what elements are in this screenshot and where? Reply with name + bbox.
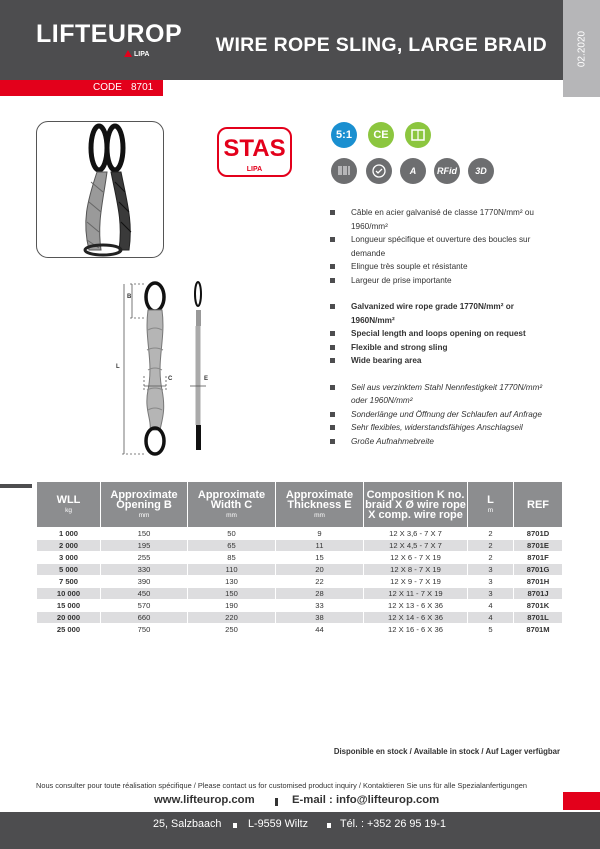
table-cell: 390	[101, 576, 187, 587]
code-label: CODE	[93, 82, 122, 93]
table-cell: 660	[101, 612, 187, 623]
table-cell: 11	[276, 540, 363, 551]
table-cell: 250	[188, 624, 275, 635]
table-cell: 3	[468, 588, 513, 599]
header-composition: Composition K no. braid X Ø wire rope X comp. wire rope	[364, 482, 467, 527]
table-cell: 150	[101, 528, 187, 539]
red-corner-accent	[563, 792, 600, 810]
separator	[233, 823, 237, 828]
made-to-measure-icon	[366, 158, 392, 184]
specifications-table	[36, 481, 563, 636]
table-cell: 2	[468, 528, 513, 539]
brand-logo	[36, 20, 182, 49]
table-cell: 220	[188, 612, 275, 623]
manual-icon	[405, 122, 431, 148]
logo-subtitle	[124, 50, 149, 58]
label-b: B	[127, 294, 132, 300]
table-cell: 5 000	[37, 564, 100, 575]
header-length: L m	[468, 482, 513, 527]
table-cell: 28	[276, 588, 363, 599]
table-cell: 12 X 9 - 7 X 19	[364, 576, 467, 587]
logo-text: LIFTEUROP	[36, 20, 183, 48]
features-fr	[327, 206, 557, 287]
table-cell: 20	[276, 564, 363, 575]
separator	[327, 823, 331, 828]
table-cell: 255	[101, 552, 187, 563]
3d-icon: 3D	[468, 158, 494, 184]
table-cell: 12 X 16 - 6 X 36	[364, 624, 467, 635]
wire-sling-photo-image	[37, 122, 164, 258]
table-cell: 12 X 3,6 - 7 X 7	[364, 528, 467, 539]
table-row	[37, 588, 562, 599]
feature-item: Longueur spécifique et ouverture des boucles sur demande	[327, 233, 557, 260]
logo-sub-text: LIPA	[134, 51, 150, 58]
table-cell: 12 X 4,5 - 7 X 7	[364, 540, 467, 551]
phone: Tél. : +352 26 95 19-1	[340, 818, 446, 830]
header-wll: WLL kg	[37, 482, 100, 527]
feature-item: Sonderlänge und Öffnung der Schlaufen auf Anfrage	[327, 408, 557, 422]
table-cell: 3 000	[37, 552, 100, 563]
table-cell: 10 000	[37, 588, 100, 599]
label-c: C	[168, 376, 173, 382]
table-cell: 150	[188, 588, 275, 599]
table-cell: 2	[468, 540, 513, 551]
feature-item: Galvanized wire rope grade 1770N/mm² or 1960N/mm²	[327, 300, 557, 327]
table-cell: 12 X 8 - 7 X 19	[364, 564, 467, 575]
city: L-9559 Wiltz	[248, 818, 309, 830]
table-cell: 5	[468, 624, 513, 635]
table-cell: 25 000	[37, 624, 100, 635]
website-link[interactable]: www.lifteurop.com	[154, 794, 255, 806]
table-body	[37, 528, 562, 635]
code-value: 8701	[131, 82, 154, 93]
label-l: L	[116, 364, 120, 370]
table-cell: 85	[188, 552, 275, 563]
header-bar	[0, 0, 563, 80]
label-e: E	[204, 376, 209, 382]
table-row	[37, 540, 562, 551]
table-cell: 12 X 13 - 6 X 36	[364, 600, 467, 611]
table-cell: 190	[188, 600, 275, 611]
table-row	[37, 624, 562, 635]
table-cell: 330	[101, 564, 187, 575]
table-row	[37, 600, 562, 611]
contact-row	[0, 794, 600, 811]
table-cell: 8701F	[514, 552, 562, 563]
table-cell: 195	[101, 540, 187, 551]
product-photo	[36, 121, 164, 258]
header-ref: REF	[514, 482, 562, 527]
table-marker	[0, 484, 32, 488]
table-cell: 8701E	[514, 540, 562, 551]
table-cell: 9	[276, 528, 363, 539]
table-cell: 570	[101, 600, 187, 611]
table-header-row	[37, 482, 562, 527]
email-link[interactable]: E-mail : info@lifteurop.com	[292, 794, 440, 806]
table-cell: 33	[276, 600, 363, 611]
feature-item: Elingue très souple et résistante	[327, 260, 557, 274]
feature-item: Flexible and strong sling	[327, 341, 557, 355]
table-cell: 38	[276, 612, 363, 623]
separator	[275, 798, 278, 806]
document-date: 02.2020	[576, 30, 587, 67]
feature-item: Special length and loops opening on request	[327, 327, 557, 341]
table-cell: 20 000	[37, 612, 100, 623]
safety-factor-icon: 5:1	[331, 122, 357, 148]
rfid-icon: RFid	[434, 158, 460, 184]
table-cell: 130	[188, 576, 275, 587]
feature-item: Seil aus verzinktem Stahl Nennfestigkeit 1770N/mm² oder 1960N/mm²	[327, 381, 557, 408]
date-tab	[563, 0, 600, 97]
stas-text: STAS	[223, 135, 286, 162]
features-en	[327, 300, 557, 368]
barcode-icon	[331, 158, 357, 184]
table-cell: 15	[276, 552, 363, 563]
table-cell: 8701K	[514, 600, 562, 611]
table-cell: 15 000	[37, 600, 100, 611]
feature-item: Largeur de prise importante	[327, 274, 557, 288]
feature-item: Große Aufnahmebreite	[327, 435, 557, 449]
stas-subtext: LIPA	[246, 166, 263, 173]
footer-bar	[0, 812, 600, 849]
features-de	[327, 381, 557, 449]
table-row	[37, 528, 562, 539]
dimension-diagram	[110, 280, 220, 460]
table-cell: 22	[276, 576, 363, 587]
table-cell: 12 X 11 - 7 X 19	[364, 588, 467, 599]
product-code-bar	[0, 80, 163, 96]
table-cell: 750	[101, 624, 187, 635]
table-row	[37, 552, 562, 563]
table-cell: 3	[468, 564, 513, 575]
header-thickness: Approximate Thickness E mm	[276, 482, 363, 527]
table-cell: 7 500	[37, 576, 100, 587]
table-cell: 8701H	[514, 576, 562, 587]
table-cell: 2	[468, 552, 513, 563]
feature-list	[327, 206, 557, 461]
table-row	[37, 576, 562, 587]
table-cell: 8701J	[514, 588, 562, 599]
table-cell: 2 000	[37, 540, 100, 551]
header-width: Approximate Width C mm	[188, 482, 275, 527]
table-cell: 1 000	[37, 528, 100, 539]
table-cell: 12 X 14 - 6 X 36	[364, 612, 467, 623]
disclaimer-note: Nous consulter pour toute réalisation spécifique / Please contact us for customised product inquiry / Kontaktieren Sie uns für alle Spezialanfertigungen	[36, 781, 527, 790]
app-icon: A	[400, 158, 426, 184]
table-row	[37, 612, 562, 623]
table-cell: 12 X 6 - 7 X 19	[364, 552, 467, 563]
table-cell: 450	[101, 588, 187, 599]
feature-item: Sehr flexibles, widerstandsfähiges Anschlagseil	[327, 421, 557, 435]
table-cell: 8701L	[514, 612, 562, 623]
table-cell: 4	[468, 612, 513, 623]
table-cell: 8701M	[514, 624, 562, 635]
table-cell: 110	[188, 564, 275, 575]
table-row	[37, 564, 562, 575]
lipa-triangle-icon	[124, 50, 132, 57]
table-cell: 50	[188, 528, 275, 539]
table-cell: 44	[276, 624, 363, 635]
feature-item: Wide bearing area	[327, 354, 557, 368]
ce-mark-icon: CE	[368, 122, 394, 148]
table-cell: 3	[468, 576, 513, 587]
header-opening: Approximate Opening B mm	[101, 482, 187, 527]
page-title: WIRE ROPE SLING, LARGE BRAID	[215, 34, 547, 56]
stock-note: Disponible en stock / Available in stock / Auf Lager verfügbar	[333, 747, 560, 756]
table-cell: 65	[188, 540, 275, 551]
stas-logo	[217, 127, 292, 177]
sling-drawing-image	[110, 280, 220, 460]
table-cell: 4	[468, 600, 513, 611]
address: 25, Salzbaach	[153, 818, 222, 830]
table-cell: 8701D	[514, 528, 562, 539]
feature-item: Câble en acier galvanisé de classe 1770N/mm² ou 1960/mm²	[327, 206, 557, 233]
table-cell: 8701G	[514, 564, 562, 575]
